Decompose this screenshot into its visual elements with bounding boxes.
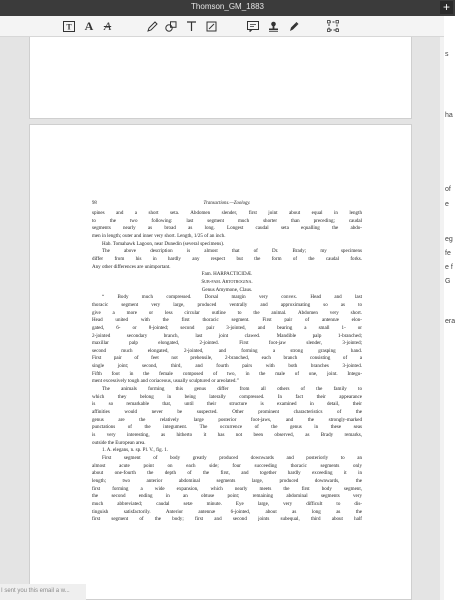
- text-line: men in length; outer and inner very short. Length, 1/25 of an inch.: [92, 232, 226, 239]
- background-text: s: [445, 51, 449, 58]
- markup-toolbar: [0, 16, 444, 37]
- text-line: The animals forming this genus differ from all others of the family to: [102, 386, 362, 393]
- text-line: First segment of body greatly produced downwards and posteriorly to an: [102, 455, 362, 461]
- text-line: The above description is almost that of Dr. Brady; my specimens: [102, 248, 362, 255]
- text-line: is so remarkable that, until their structure is examined in detail, their: [92, 401, 362, 408]
- text-line: is very interesting, as hitherto it has not been observed, as Brady remarks,: [92, 432, 362, 439]
- text-line: tinguish satisfactorily. Anterior antennæ 6-jointed, about as long as the: [92, 508, 362, 515]
- text-line: length; two anterior abdominal segments large, produced downwards, the: [92, 477, 362, 484]
- text-line: much abbreviated; caudal setæ minute. Eye large, very difficult to dis-: [92, 500, 362, 507]
- pen-icon[interactable]: [146, 19, 158, 33]
- text-line: second much elongated, 2-jointed, and forming a strong grasping hand.: [92, 347, 362, 354]
- text-line: Hab. Tomahawk Lagoon, near Dunedin (several specimens).: [102, 240, 225, 247]
- text-line: First pair of feet not prehensile, 2-branched, each branch consisting of a: [92, 355, 362, 362]
- text-line: spines and a short seta. Abdomen slender, first joint about equal in length: [92, 210, 362, 216]
- text-line: punctations of the integument. The occurrence of the genus in these seas: [92, 424, 362, 431]
- text-line: segments nearly as broad as long. Longest caudal seta equalling the abdo-: [92, 225, 362, 232]
- highlight-icon[interactable]: [205, 19, 217, 33]
- text-style-icon[interactable]: A: [84, 18, 94, 33]
- previous-page: [29, 37, 412, 119]
- background-text: of: [445, 186, 451, 193]
- window-titlebar: [0, 0, 455, 16]
- text-line: which they belong in being laterally compressed. In fact their appearance: [92, 393, 362, 400]
- shape-icon[interactable]: [165, 19, 177, 33]
- background-window-pane: [444, 16, 455, 600]
- background-text: fe: [445, 250, 451, 257]
- stamp-icon[interactable]: [267, 19, 279, 33]
- text-line: ment excessively tough and coriaceous, usually sculptured or areolated.”: [92, 378, 239, 385]
- text-line: about one-fourth the depth of the first, and together hardly exceeding it in: [92, 470, 362, 477]
- background-text: e: [445, 201, 449, 208]
- text-line: differ from his in hardly any respect but the form of the caudal forks.: [92, 255, 362, 262]
- page-number: 98: [92, 201, 97, 206]
- strikethrough-style-icon[interactable]: A: [103, 18, 112, 33]
- svg-text:T: T: [66, 22, 72, 31]
- text-line: Head united with the first thoracic segment. First pair of antennæ elon-: [92, 317, 362, 324]
- background-text: era: [445, 318, 455, 325]
- species-heading: 1. A. elegans, n. sp. Pl. V., fig. 1.: [102, 447, 168, 454]
- text-line: first forming a wide expansion, which nearly meets the first body segment,: [92, 485, 362, 492]
- text-icon[interactable]: [185, 19, 197, 33]
- text-line: maxillar palp elongated, 2-jointed. First foot-jaw slender, 3-jointed;: [92, 340, 362, 347]
- text-line: almost acute point on each side; four succeeding thoracic segments only: [92, 462, 362, 469]
- running-header: [92, 200, 362, 210]
- text-line: single joint; second, third, and fourth pairs with both branches 3-jointed.: [92, 363, 362, 370]
- new-tab-button[interactable]: +: [440, 1, 453, 14]
- background-text: e f: [445, 264, 453, 271]
- window-title: Thomson_GM_1883: [191, 2, 264, 11]
- background-text: ha: [445, 112, 453, 119]
- text-line: genus are the relatively large posterior foot-jaws, and the strongly-marked: [92, 416, 362, 423]
- genus-heading: Genus Amymone, Claus.: [201, 286, 253, 293]
- background-text: G: [445, 278, 451, 285]
- running-title: Transactions.—Zoology.: [203, 201, 251, 206]
- text-box-icon[interactable]: [62, 19, 76, 33]
- background-email-preview: I sent you this email a w...: [0, 584, 86, 600]
- text-line: first segment of the body; first and second joints subequal, third about half: [92, 516, 362, 523]
- crop-selection-icon[interactable]: [326, 19, 339, 33]
- text-line: gated, 6- or 8-jointed; second pair 3-jointed, and bearing a small 1- or: [92, 324, 362, 331]
- page-text: [92, 200, 362, 524]
- text-line: 2-jointed secondary branch, last joint clawed. Mandible palp 1-branched;: [92, 332, 362, 339]
- text-line: the second ending in an obtuse point; remaining abdominal segments very: [92, 493, 362, 500]
- text-line: affinities would never be suspected. Other prominent characteristics of the: [92, 409, 362, 416]
- text-line: to the two following: last segment much shorter than preceding; caudal: [92, 217, 362, 224]
- family-heading: Fam. HARPACTICIDÆ.: [201, 271, 253, 278]
- background-text: eg: [445, 236, 453, 243]
- text-line: Fifth foot in the female composed of two, in the male of one, joint. Integu-: [92, 370, 362, 377]
- text-line: outside the European area.: [92, 439, 146, 446]
- text-line: thoracic segment very large, produced ventrally and approximating so as to: [92, 301, 362, 308]
- text-line: Any other differences are unimportant.: [92, 263, 171, 270]
- note-icon[interactable]: [246, 19, 259, 33]
- text-line: give a more or less circular outline to the animal. Abdomen very short.: [92, 309, 362, 316]
- subfamily-heading: Sub-fam. Artotrogina.: [201, 278, 253, 285]
- sign-pen-icon[interactable]: [287, 19, 299, 33]
- text-line: “ Body much compressed. Dorsal margin very convex. Head and last: [102, 294, 362, 301]
